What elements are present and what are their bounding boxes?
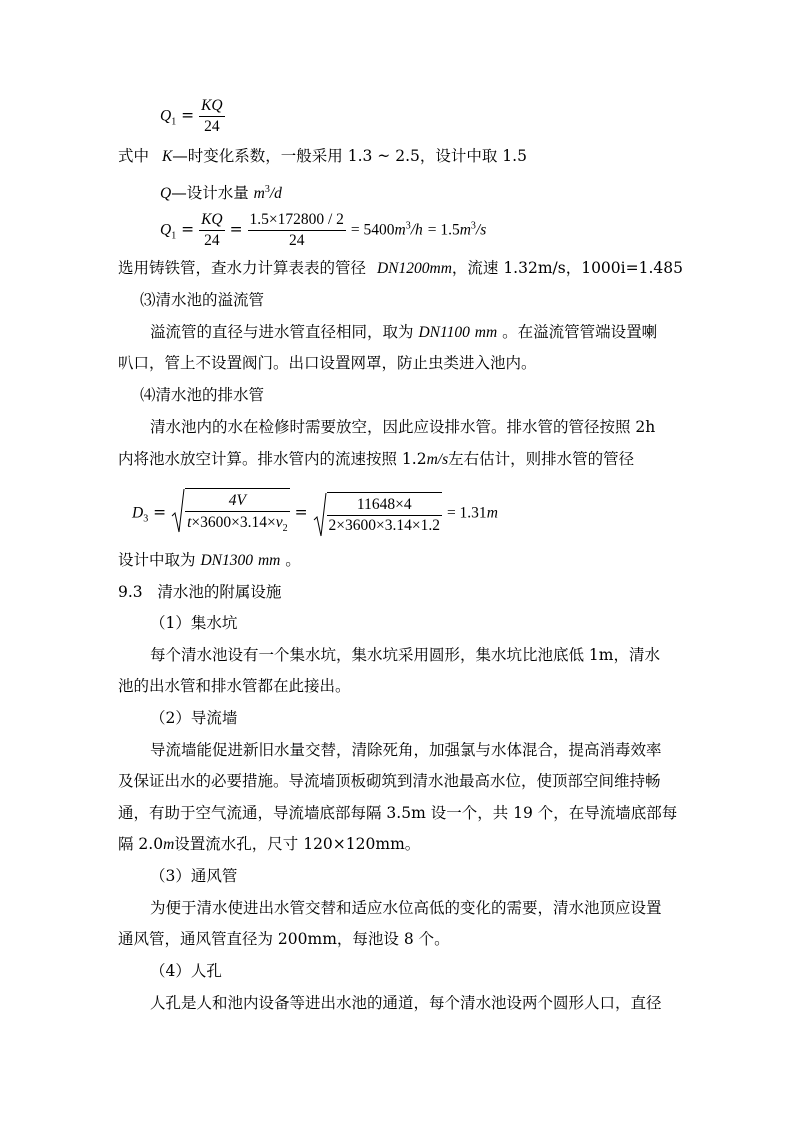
equals-sign: = (294, 503, 308, 522)
symbol-q: Q (160, 221, 172, 239)
unit: m (394, 221, 406, 239)
subscript: 1 (171, 230, 177, 242)
heading-drain-pipe: ⑷清水池的排水管 (140, 386, 265, 404)
denominator: 2×3600×3.14×1.2 (328, 516, 440, 534)
formula-q1-short (160, 96, 225, 137)
unit-sup: 3 (470, 220, 476, 232)
fraction-1 (199, 210, 225, 251)
section-heading-9-3: 9.3 清水池的附属设施 (118, 583, 282, 601)
subsection-title-4: （4）人孔 (150, 962, 222, 980)
overflow-line-1 (150, 322, 657, 343)
drain-line-1: 清水池内的水在检修时需要放空，因此应设排水管。排水管的管径按照 2h (150, 418, 656, 436)
drain-line-2 (118, 449, 634, 470)
subsection-title-2: （2）导流墙 (150, 709, 238, 727)
result-2: = 1.5 (427, 221, 460, 239)
overflow-line-2: 叭口，管上不设置阀门。出口设置网罩，防止虫类进入池内。 (118, 354, 537, 372)
unit-tail: /h (410, 221, 423, 239)
square-root-2 (313, 492, 442, 536)
unit: m (253, 185, 265, 203)
q-definition (160, 180, 282, 204)
unit-tail: /d (269, 185, 282, 203)
pipe-select-tail: ，流速 1.32m/s，1000i=1.485 (451, 259, 683, 277)
s4-line-1: 人孔是人和池内设备等进出水池的通道，每个清水池设两个圆形人口，直径 (150, 994, 662, 1012)
unit-sup: 3 (405, 220, 411, 232)
formula-d3 (132, 488, 498, 539)
s2-line-3: 通，有助于空气流通，导流墙底部每隔 3.5m 设一个，共 19 个，在导流墙底部每 (118, 804, 678, 822)
design-dn: DN1300 (200, 552, 253, 569)
overflow-unit: mm (474, 324, 498, 341)
drain-unit: m/s (426, 451, 449, 468)
numerator: KQ (199, 96, 225, 117)
where-line (118, 146, 527, 167)
numerator: 11648×4 (327, 495, 442, 516)
pipe-dn: DN1200 (376, 260, 430, 277)
subscript: 3 (143, 513, 149, 525)
design-tail: 。 (285, 551, 301, 569)
s2-unit: m (163, 836, 175, 853)
s2-tail: 设置流水孔，尺寸 120×120mm。 (174, 835, 421, 853)
s2-line-4 (118, 834, 420, 855)
equals-sign: = (153, 503, 167, 522)
subsection-title-3: （3）通风管 (150, 867, 238, 885)
denominator-t: t (187, 514, 192, 531)
overflow-text: 溢流管的直径与进水管直径相同，取为 (150, 323, 414, 341)
numerator: KQ (199, 210, 225, 231)
equals-sign: = (229, 220, 243, 239)
denominator: 24 (204, 232, 220, 249)
unit-tail: /s (475, 221, 487, 239)
s1-line-1: 每个清水池设有一个集水坑，集水坑采用圆形，集水坑比池底低 1m，清水 (150, 646, 660, 664)
symbol-q: Q (160, 185, 172, 203)
fraction (327, 495, 442, 536)
overflow-dn: DN1100 (418, 324, 470, 341)
denominator: 24 (204, 118, 220, 135)
design-unit: mm (257, 552, 281, 569)
design-take-text: 设计中取为 (118, 551, 196, 569)
result-1: = 5400 (350, 221, 395, 239)
denominator-mid: ×3600×3.14× (191, 514, 276, 531)
where-text: —时变化系数，一般采用 1.3 ~ 2.5，设计中取 1.5 (172, 147, 527, 165)
drain-tail: 左右估计，则排水管的管径 (448, 450, 635, 468)
fraction (185, 491, 290, 539)
numerator: 4V (185, 491, 290, 512)
drain-text: 内将池水放空计算。排水管内的流速按照 1.2 (118, 450, 427, 468)
s2-line-1: 导流墙能促进新旧水量交替，清除死角，加强氯与水体混合，提高消毒效率 (150, 741, 662, 759)
pipe-unit: mm (429, 260, 452, 277)
subscript: 1 (171, 116, 177, 128)
pipe-select-text: 选用铸铁管，查水力计算表表的管径 (118, 259, 367, 277)
overflow-tail: 。在溢流管管端设置喇 (502, 323, 658, 341)
denominator-v: v (275, 514, 283, 531)
s1-line-2: 池的出水管和排水管都在此接出。 (118, 677, 351, 695)
where-prefix: 式中 (118, 147, 150, 165)
symbol-d: D (132, 504, 144, 522)
q-def-text: —设计水量 (171, 184, 249, 203)
s3-line-1: 为便于清水使进出水管交替和适应水位高低的变化的需要，清水池顶应设置 (150, 899, 662, 917)
unit: m (459, 221, 471, 239)
symbol-k: K (161, 148, 173, 165)
radical-sign-icon (313, 492, 327, 538)
fraction (199, 96, 225, 137)
result: = 1.31 (446, 504, 487, 522)
s3-line-2: 通风管，通风管直径为 200mm，每池设 8 个。 (118, 930, 450, 948)
numerator: 1.5×172800 / 2 (248, 210, 346, 231)
s2-text: 隔 2.0 (118, 835, 164, 853)
equals-sign: = (181, 106, 195, 125)
denominator: 24 (288, 232, 305, 249)
fraction-2 (248, 210, 346, 251)
s2-line-2: 及保证出水的必要措施。导流墙顶板砌筑到清水池最高水位，使顶部空间维持畅 (118, 772, 661, 790)
symbol-q: Q (160, 107, 172, 125)
radical-sign-icon (171, 488, 185, 534)
unit-sup: 3 (264, 184, 270, 195)
subsection-title-1: （1）集水坑 (150, 614, 238, 632)
square-root-1 (171, 488, 290, 539)
pipe-select-line (118, 258, 683, 279)
equals-sign: = (181, 220, 195, 239)
heading-overflow-pipe: ⑶清水池的溢流管 (140, 291, 265, 309)
design-take-line (118, 550, 301, 571)
unit: m (486, 504, 498, 522)
formula-q1-full (160, 210, 486, 251)
subscript: 2 (282, 523, 288, 535)
